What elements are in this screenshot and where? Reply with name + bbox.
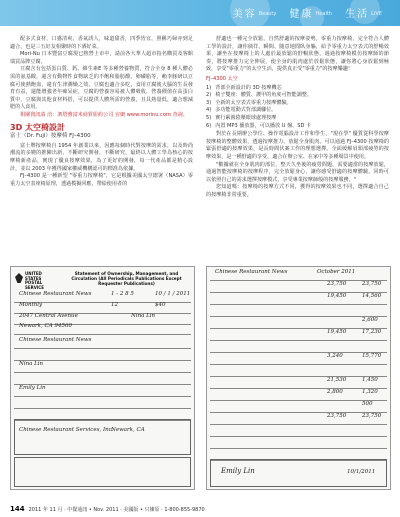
circulation-value: 23,750 bbox=[327, 281, 347, 287]
owner-table bbox=[14, 419, 191, 455]
circulation-value: 15,770 bbox=[362, 353, 382, 359]
article-left-column bbox=[10, 36, 193, 188]
section-title bbox=[225, 5, 382, 20]
handwritten-entry: 12 bbox=[111, 302, 118, 308]
list-item: 6) 內置 MP3 播放器，可以播放 U 盤、SD 卡 bbox=[206, 122, 312, 129]
bondholders-table bbox=[14, 457, 191, 487]
handwritten-entry: Chinese Restaurant News bbox=[19, 337, 92, 343]
circulation-value: 21,530 bbox=[327, 377, 347, 383]
circulation-value: 17,230 bbox=[362, 329, 382, 335]
circulation-value: 2,800 bbox=[327, 389, 343, 395]
section-title-live-en: LIVE bbox=[371, 11, 382, 17]
section-title-live: 生活 bbox=[345, 9, 370, 20]
circulation-value: 2,600 bbox=[362, 317, 378, 323]
features-heading: FJ–4300 太空 bbox=[206, 75, 238, 82]
circulation-value: 23,750 bbox=[362, 281, 382, 287]
paragraph: 富士牌按摩椅自 1954 年創業以來，因應每個時代對按摩的需求，以及時尚潮流的多變的推陳出新，不斷研究開發，不斷研究，最終以人體工學為核心的按摩椅新產品，實現了優良按摩效果，為了更好的開發，每一代產品都是精心設計，並以 2003 年獲得國家權威機構認可的標准為依據。 bbox=[10, 142, 193, 172]
paragraph: Mori-Nu 日本豐富豆腐現已熱營上市中，請前各大華人超市指名購買及客館瑞買品牌豆腐。 bbox=[10, 51, 193, 65]
section-title-health: 健康 bbox=[289, 9, 314, 20]
handwritten-entry: $40 bbox=[155, 302, 166, 308]
handwritten-entry: Emily Lin bbox=[19, 385, 46, 391]
circulation-value: 1,450 bbox=[362, 377, 378, 383]
article-subheading: 3D 太空椅設計 bbox=[10, 122, 65, 132]
handwritten-entry: 1 - 2 8 5 bbox=[111, 291, 134, 297]
handwritten-entry: Newark, CA 94560 bbox=[19, 323, 72, 329]
eagle-icon bbox=[15, 273, 23, 283]
section-title-health-en: Health bbox=[315, 11, 332, 17]
section-title-beauty: 美容 bbox=[232, 9, 257, 20]
list-item: 4) 多功能電動式背部調腳位。 bbox=[206, 107, 277, 114]
article-right-column bbox=[206, 36, 389, 199]
circulation-value: 14,560 bbox=[362, 293, 382, 299]
handwritten-entry: 2047 Central Avenue bbox=[19, 313, 78, 319]
page-footer bbox=[10, 505, 205, 513]
handwritten-entry: Nina Lin bbox=[131, 313, 156, 319]
signature-date: 10/1/2011 bbox=[347, 469, 376, 475]
section-header-band bbox=[0, 0, 400, 26]
usps-logo bbox=[15, 271, 59, 290]
circulation-value: 1,320 bbox=[362, 389, 378, 395]
page-number: 144 bbox=[10, 505, 25, 513]
circulation-value: 23,750 bbox=[327, 413, 347, 419]
handwritten-entry: Chinese Restaurant Services, Inc. bbox=[19, 427, 114, 433]
list-item: 1) 背部全新設計的 3D 按摩機芯 bbox=[206, 84, 282, 91]
handwritten-entry: Nina Lin bbox=[19, 361, 44, 367]
publication-title-value: Chinese Restaurant News bbox=[19, 291, 92, 297]
footer-text: 2011 年 11 月 · 中餐通訊 • Nov. 2011 · 美國版 • 只揀原 · 1-800-855-9870 bbox=[28, 507, 205, 513]
list-item: 5) 實行累圓陰壓眼球處理按摩 bbox=[206, 114, 277, 121]
circulation-value: 19,450 bbox=[327, 293, 347, 299]
circulation-value: 19,450 bbox=[327, 329, 347, 335]
issue-date-value: October 2011 bbox=[317, 269, 356, 275]
paragraph: 舒適也一種完全放鬆，自然舒適的按摩姿勢。零重力按摩椅，完全符合人體工學的設計，讓你徜徉、瞬間、隨意地閒臥身軀，給予零重力太空表式的舒暢效果，讓坐在按摩椅上的人處於最放鬆的舒暢狀態，過過按摩椅模仿按摩師的節奏，將按摩推力完全伸展，使全身的肌肉處於放鬆狀態，讓你將心身放鬆到極致，享受"零重力"的太空生活，提供真正受"零重力"的按摩樂趣！ bbox=[206, 36, 389, 73]
circulation-value: 3,240 bbox=[327, 353, 343, 359]
circulation-value: 500 bbox=[362, 401, 373, 407]
paragraph: 對於在長期辦公學位、操作電腦設計工作和學生，"現在學" 優質從科學按摩按摩椅的整體效果，透過按摩推力、放鬆全身肌肉、可以通過 FJ–4300 按摩椅的緊張舒適的按摩效果，是長時間伏案工作的理想選擇。全面緩解肩頸部疲勞的按摩效果，是一種舒適的享受，適合在辦公室、在家中等多種場景中使用。 bbox=[206, 131, 389, 160]
contact-info: 相關資訊請 洽：泗塔雅富米商貿紐約公司 官網 www.morinu.com 查詢。 bbox=[20, 111, 188, 118]
usps-form-page-1 bbox=[10, 266, 195, 490]
circulation-value: 23,750 bbox=[362, 413, 382, 419]
paragraph: 您知道嗎：按摩椅的按摩方式不同，獲得的按摩效果也不同，選擇適合自己的按摩椅非常重要。 bbox=[206, 184, 389, 198]
features-list bbox=[206, 85, 389, 131]
list-item: 2) 椅子雙座：體質、護甲的角度可智能調整。 bbox=[206, 92, 313, 99]
section-title-beauty-en: Beauty bbox=[258, 11, 277, 17]
handwritten-entry: Monthly bbox=[19, 302, 43, 308]
article-byline: 富士（Dr. Fuji）按摩椅 FJ–4300 bbox=[10, 133, 91, 140]
paragraph: "數據就在全身肌肉的部位，整天久坐後的疲勞問題，需要適當的按摩放鬆，通過智能按摩椅的按摩程序，完全放鬆身心，讓你感受舒適的按摩體驗。同時可以依照自己的需求選擇按摩模式，享受專業按摩師般的按摩服務。" bbox=[206, 161, 389, 183]
handwritten-entry: 10 / 1 / 2011 bbox=[155, 291, 191, 297]
handwritten-entry: Newark, CA bbox=[111, 427, 145, 433]
usps-form-page-2 bbox=[206, 266, 391, 490]
signature: Emily Lin bbox=[221, 467, 255, 475]
usps-agency: UNITED STATES POSTAL SERVICE bbox=[25, 271, 44, 290]
form-title: Statement of Ownership, Management, and Circulation (All Periodicals Publications Except Requester Publications) bbox=[71, 271, 182, 286]
list-item: 3) 全新的太空表式零重力按摩體驗。 bbox=[206, 99, 292, 106]
paragraph: FJ–4300 是一種新型 "零重力按摩椅"，它是根據美國太空總署（NASA）零重力太空表座椅原理，透過模擬回應，帶給使用者的 bbox=[10, 173, 193, 187]
paragraph: 配多式食材，口感清爽、香氣誘人，味道甜香，四季皆宜，照稱巧婦亦到足適合，也是三五好友相聚時的下酒好菜。 bbox=[10, 36, 193, 50]
paragraph: 豆腐含有包括蛋白質、鈣、維生素E 等多種營養物質，符合全身 8 種人體必需的氨基酸，還含有動物性食物缺乏的不飽和脂肪酸、卵磷脂等，賴李豚研以豆腐可使熱飽血，還有生津潤燥之效。豆腐也適合多吃，食用豆腐後大腦的生長發育有益，還能增強老年痴呆症，豆腐的營養容易被人體吸收，營養價值在高蛋白質中。豆腐與其他食材料搭，可以提供人體所需的營養，且具熱量低，適合想減肥的人食用。 bbox=[10, 66, 193, 111]
publication-title-value: Chinese Restaurant News bbox=[215, 269, 288, 275]
